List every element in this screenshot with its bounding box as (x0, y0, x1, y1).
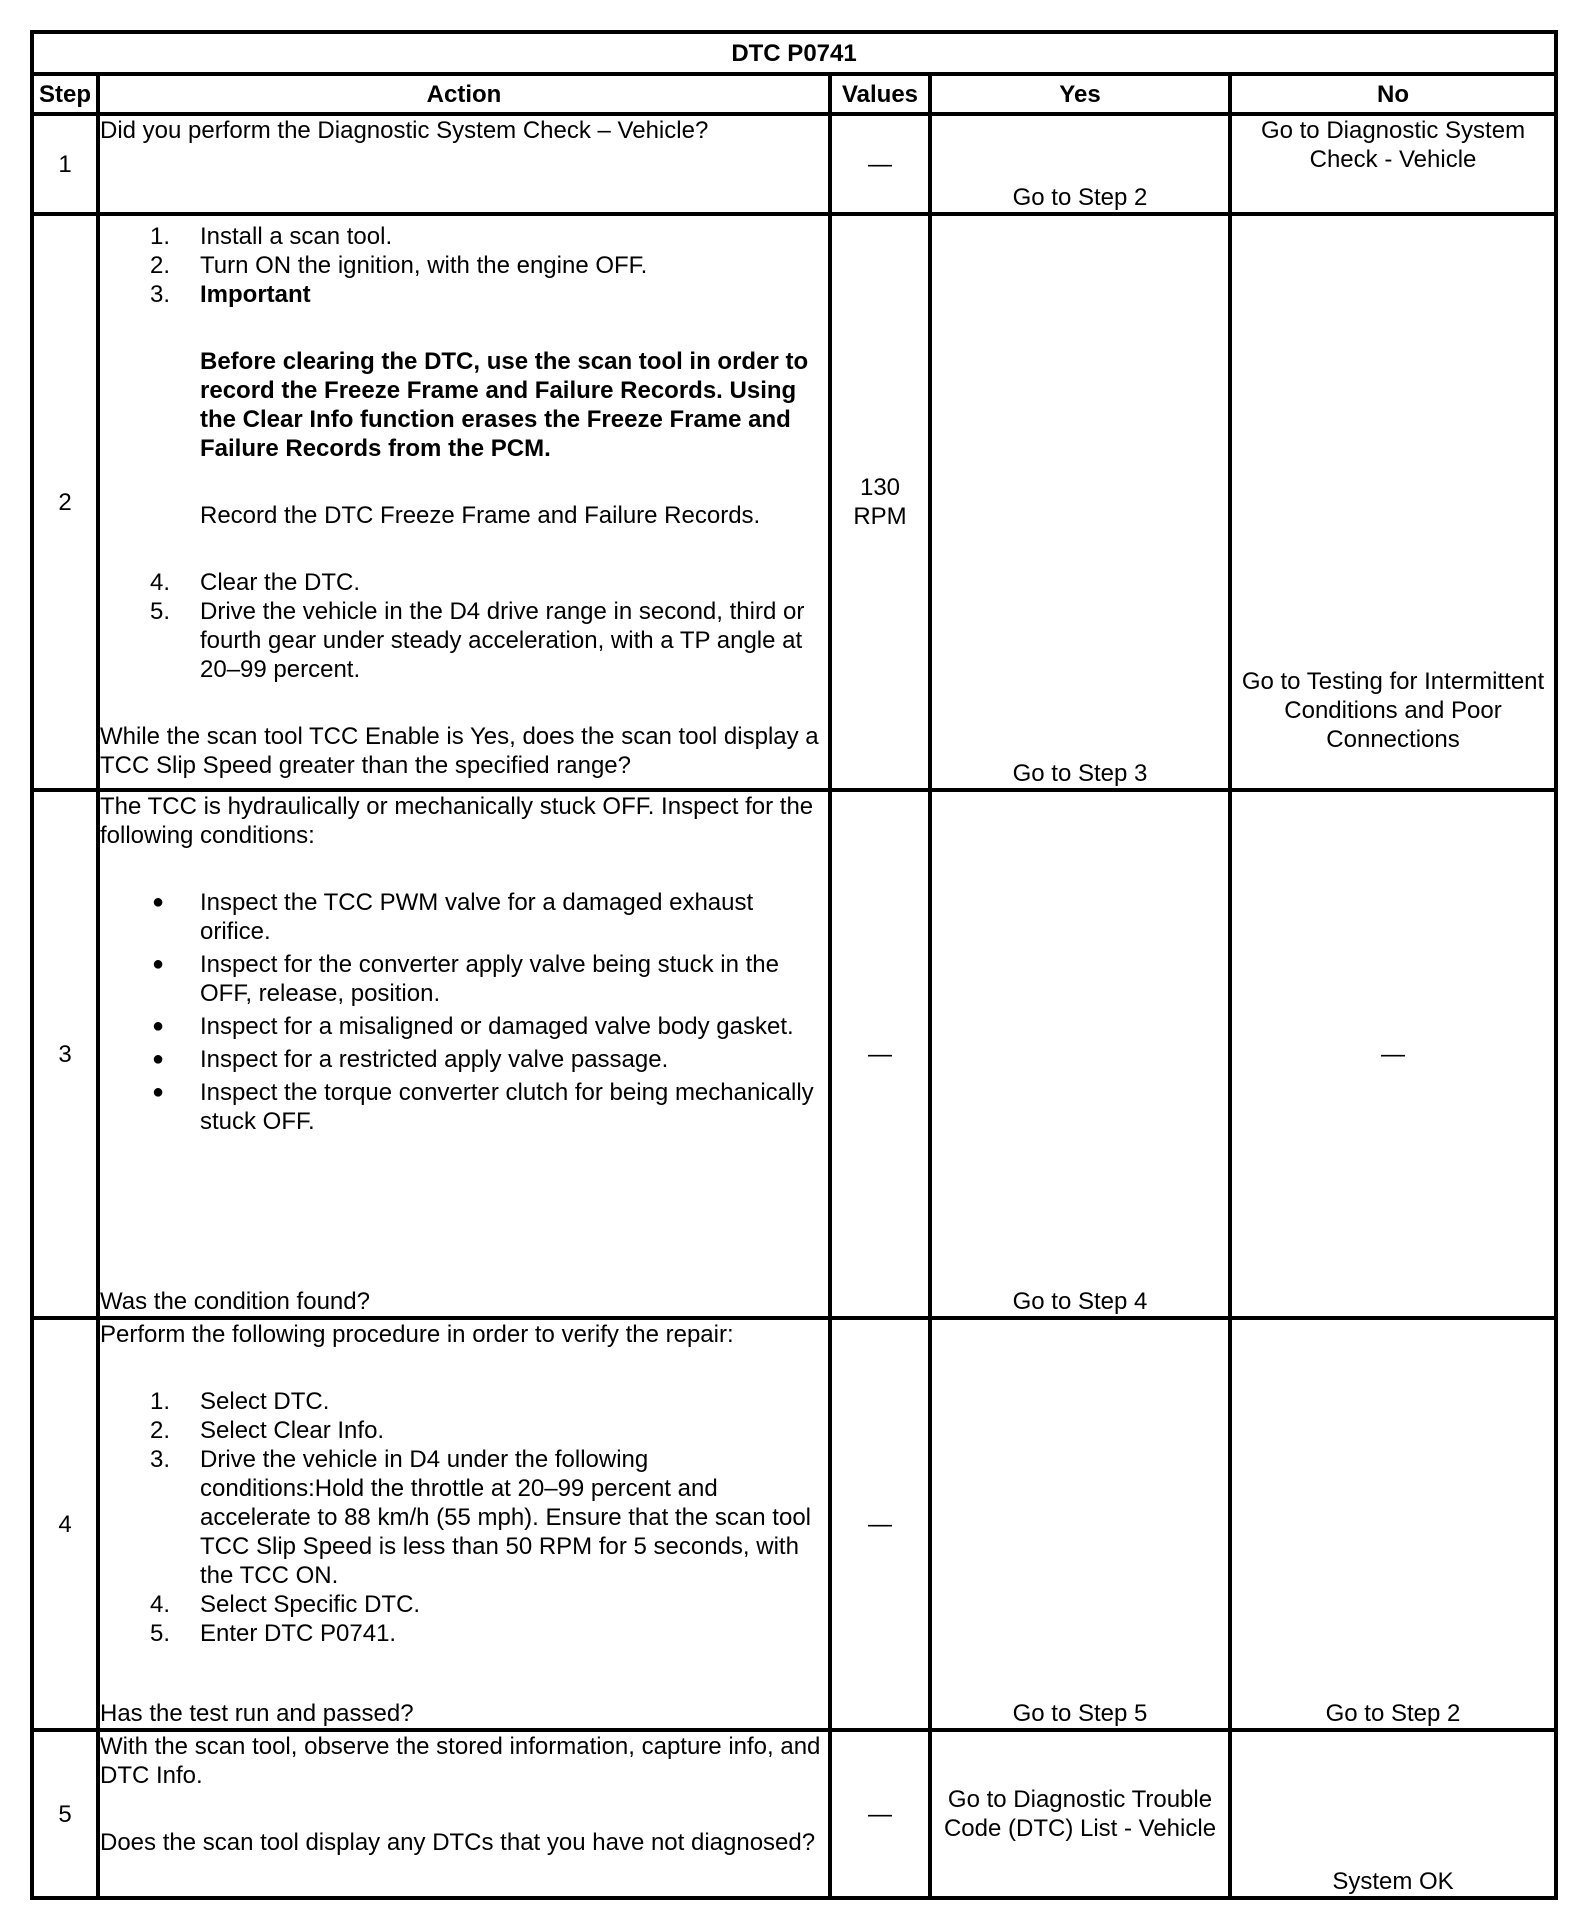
action-cell (98, 790, 830, 1318)
procedure-list (100, 1387, 828, 1648)
step-list (100, 568, 828, 684)
list-item: 4. Clear the DTC. (150, 569, 361, 596)
yes-cell: Go to Step 2 (930, 114, 1230, 214)
no-cell: — (1230, 790, 1556, 1318)
no-cell: Go to Testing for Intermittent Conditions and Poor Connections (1230, 214, 1556, 790)
dtc-table (30, 30, 1558, 1900)
action-question: While the scan tool TCC Enable is Yes, does the scan tool display a TCC Slip Speed greater than the specified range? (100, 723, 819, 779)
step-list (100, 222, 828, 309)
header-no: No (1230, 74, 1556, 114)
header-row (32, 74, 1556, 114)
list-item: 5. Drive the vehicle in the D4 drive range in second, third or fourth gear under steady acceleration, with a TP angle at 20–99 percent. (150, 598, 805, 683)
yes-cell: Go to Step 3 (930, 214, 1230, 790)
table-row (32, 1318, 1556, 1730)
table-title: DTC P0741 (32, 32, 1556, 74)
action-question: Does the scan tool display any DTCs that you have not diagnosed? (100, 1829, 816, 1856)
list-item: 1. Install a scan tool. (150, 223, 393, 250)
list-item: 2. Turn ON the ignition, with the engine OFF. (150, 252, 648, 279)
table-row (32, 1730, 1556, 1898)
no-cell: System OK (1230, 1730, 1556, 1898)
action-cell (98, 1730, 830, 1898)
values-cell: 130 RPM (830, 214, 930, 790)
list-item: 5. Enter DTC P0741. (150, 1620, 397, 1647)
step-number: 5 (32, 1730, 98, 1898)
list-item: ● Inspect for a restricted apply valve passage. (152, 1046, 669, 1073)
list-item: ● Inspect the TCC PWM valve for a damaged exhaust orifice. (152, 889, 754, 945)
inspect-list (100, 888, 828, 1136)
action-question: Did you perform the Diagnostic System Check – Vehicle? (100, 117, 709, 144)
step-number: 4 (32, 1318, 98, 1730)
step-number: 2 (32, 214, 98, 790)
list-item: 1. Select DTC. (150, 1388, 330, 1415)
step-number: 3 (32, 790, 98, 1318)
action-intro: The TCC is hydraulically or mechanically stuck OFF. Inspect for the following conditions: (100, 793, 814, 849)
action-cell (98, 114, 830, 214)
important-label: Important (200, 281, 311, 308)
values-cell: — (830, 790, 930, 1318)
list-item: ● Inspect the torque converter clutch for being mechanically stuck OFF. (152, 1079, 814, 1135)
header-values: Values (830, 74, 930, 114)
list-item: 3. Drive the vehicle in D4 under the following conditions:Hold the throttle at 20–99 percent and accelerate to 88 km/h (55 mph). Ensure that the scan tool TCC Slip Speed is less than 50 RPM for 5 seconds, with the TCC ON. (150, 1446, 811, 1589)
list-item: ● Inspect for the converter apply valve being stuck in the OFF, release, position. (152, 951, 779, 1007)
yes-cell: Go to Step 4 (930, 790, 1230, 1318)
list-item: 3. Important (150, 281, 311, 308)
table-row (32, 114, 1556, 214)
values-cell: — (830, 114, 930, 214)
values-cell: — (830, 1730, 930, 1898)
action-question: Was the condition found? (100, 1288, 370, 1315)
header-step: Step (32, 74, 98, 114)
yes-cell: Go to Step 5 (930, 1318, 1230, 1730)
table-row (32, 214, 1556, 790)
table-row (32, 790, 1556, 1318)
action-question: Has the test run and passed? (100, 1700, 414, 1727)
yes-cell: Go to Diagnostic Trouble Code (DTC) List - Vehicle (930, 1730, 1230, 1898)
values-cell: — (830, 1318, 930, 1730)
action-intro: With the scan tool, observe the stored information, capture info, and DTC Info. (100, 1733, 821, 1789)
header-action: Action (98, 74, 830, 114)
list-item: ● Inspect for a misaligned or damaged valve body gasket. (152, 1013, 794, 1040)
header-yes: Yes (930, 74, 1230, 114)
action-cell (98, 1318, 830, 1730)
action-cell (98, 214, 830, 790)
action-intro: Perform the following procedure in order to verify the repair: (100, 1321, 734, 1348)
no-cell: Go to Step 2 (1230, 1318, 1556, 1730)
record-text: Record the DTC Freeze Frame and Failure Records. (200, 502, 761, 529)
list-item: 2. Select Clear Info. (150, 1417, 385, 1444)
step-number: 1 (32, 114, 98, 214)
important-note: Before clearing the DTC, use the scan tool in order to record the Freeze Frame and Failure Records. Using the Clear Info function erases the Freeze Frame and Failure Records from the PCM. (200, 348, 809, 462)
no-cell: Go to Diagnostic System Check - Vehicle (1230, 114, 1556, 214)
list-item: 4. Select Specific DTC. (150, 1591, 421, 1618)
